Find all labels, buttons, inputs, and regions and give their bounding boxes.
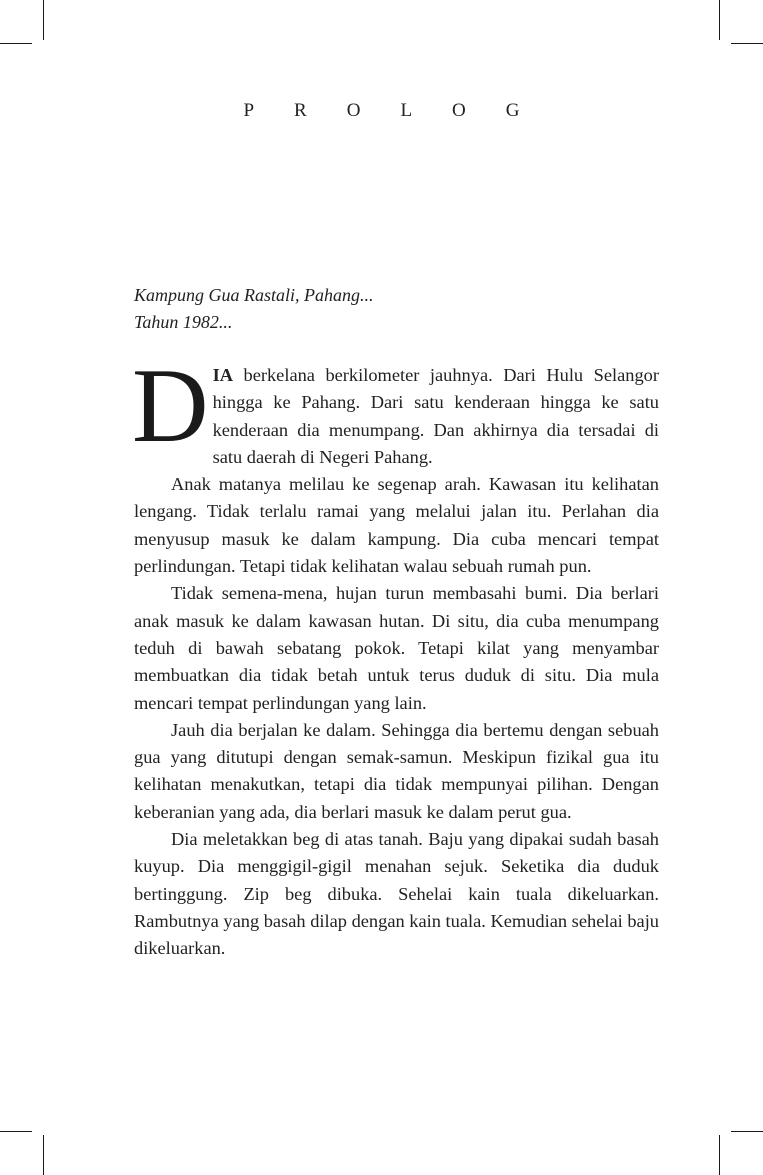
crop-mark-bottom-left-vertical <box>43 1135 44 1175</box>
paragraph-1-text: berkelana berkilometer jauhnya. Dari Hulu Selangor hingga ke Pahang. Dari satu kenderaan hingga ke satu kenderaan dia menumpang. Dan akhirnya dia tersadai di satu daerah di Negeri Pahang. <box>212 365 659 467</box>
paragraph-2: Anak matanya melilau ke segenap arah. Kawasan itu kelihatan lengang. Tidak terlalu ramai yang melalui jalan itu. Perlahan dia menyusup masuk ke dalam kampung. Dia cuba mencari tempat perlindungan. Tetapi tidak kelihatan walau sebuah rumah pun. <box>134 474 659 577</box>
setting-place: Kampung Gua Rastali, Pahang... <box>134 285 374 305</box>
paragraph-3: Tidak semena-mena, hujan turun membasahi bumi. Dia berlari anak masuk ke dalam kawasan hutan. Di situ, dia cuba menumpang teduh di bawah sebatang pokok. Tetapi kilat yang menyambar membuatkan dia tidak betah untuk terus duduk di situ. Dia mula mencari tempat perlindungan yang lain. <box>134 583 659 713</box>
crop-mark-top-right-horizontal <box>731 43 763 44</box>
lead-word: IA <box>212 365 234 385</box>
drop-cap: D <box>132 347 209 464</box>
crop-mark-bottom-right-horizontal <box>731 1131 763 1132</box>
crop-mark-bottom-right-vertical <box>719 1135 720 1175</box>
crop-mark-top-right-vertical <box>719 0 720 40</box>
crop-mark-top-left-horizontal <box>0 43 32 44</box>
crop-mark-top-left-vertical <box>43 0 44 40</box>
body-text <box>132 347 659 963</box>
paragraph-5: Dia meletakkan beg di atas tanah. Baju yang dipakai sudah basah kuyup. Dia menggigil-gigil menahan sejuk. Seketika dia duduk bertinggung. Zip beg dibuka. Sehelai kain tuala dikeluarkan. Rambutnya yang basah dilap dengan kain tuala. Kemudian sehelai baju dikeluarkan. <box>134 829 659 959</box>
setting-block <box>134 282 374 336</box>
setting-year: Tahun 1982... <box>134 312 233 332</box>
chapter-title: PROLOG <box>243 100 560 121</box>
paragraph-1 <box>132 347 659 471</box>
crop-mark-bottom-left-horizontal <box>0 1131 32 1132</box>
paragraph-4: Jauh dia berjalan ke dalam. Sehingga dia bertemu dengan sebuah gua yang ditutupi dengan semak-samun. Meskipun fizikal gua itu kelihatan menakutkan, tetapi dia tidak mempunyai pilihan. Dengan keberanian yang ada, dia berlari masuk ke dalam perut gua. <box>134 719 659 822</box>
